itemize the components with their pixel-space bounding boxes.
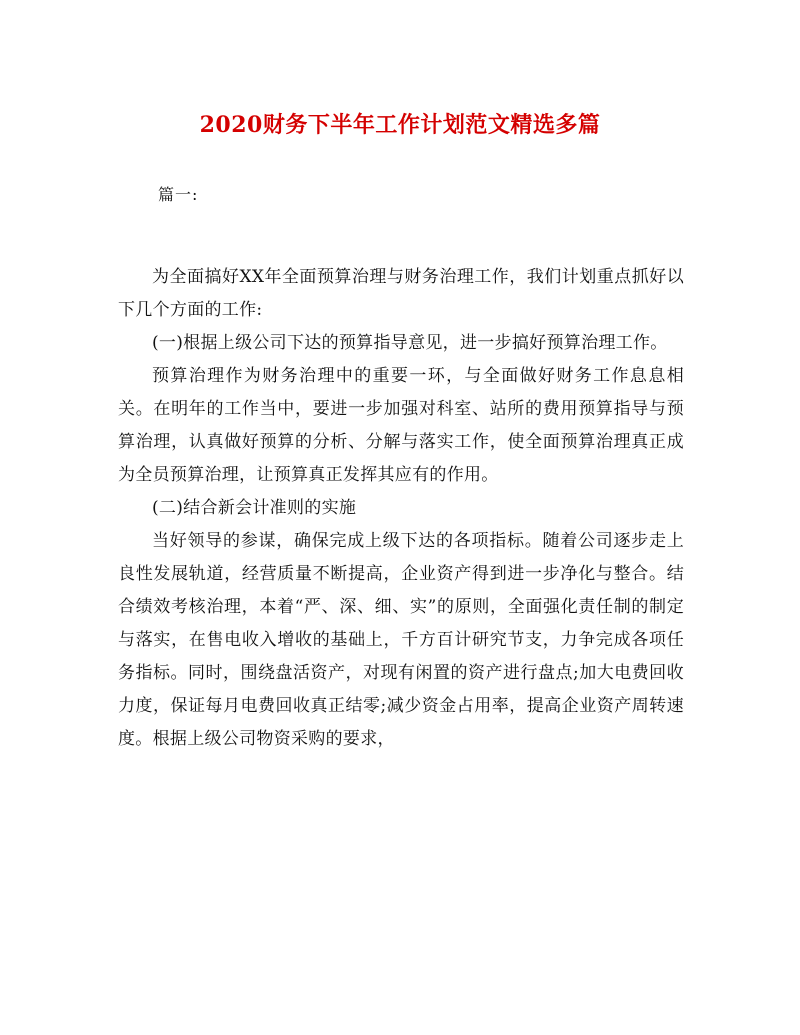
- document-title: 2020财务下半年工作计划范文精选多篇: [199, 112, 601, 138]
- paragraph-accounting: 当好领导的参谋，确保完成上级下达的各项指标。随着公司逐步走上良性发展轨道，经营质量不断提高，企业资产得到进一步净化与整合。结合绩效考核治理，本着“严、深、细、实”的原则，全面强化责任制的制定与落实，在售电收入增收的基础上，千方百计研究节支，力争完成各项任务指标。同时，围绕盘活资产，对现有闲置的资产进行盘点;加大电费回收力度，保证每月电费回收真正结零;减少资金占用率，提高企业资产周转速度。根据上级公司物资采购的要求，: [118, 531, 684, 749]
- paragraph-intro: 为全面搞好XX年全面预算治理与财务治理工作，我们计划重点抓好以下几个方面的工作:: [118, 267, 684, 320]
- paragraph-budget: 预算治理作为财务治理中的重要一环，与全面做好财务工作息息相关。在明年的工作当中，要进一步加强对科室、站所的费用预算指导与预算治理，认真做好预算的分析、分解与落实工作，使全面预算治理真正成为全员预算治理，让预算真正发挥其应有的作用。: [118, 366, 684, 485]
- document-body: [118, 261, 684, 756]
- paragraph-heading-one: (一)根据上级公司下达的预算指导意见，进一步搞好预算治理工作。: [152, 333, 668, 353]
- section-label: 篇一:: [158, 185, 199, 204]
- paragraph-heading-two: (二)结合新会计准则的实施: [152, 498, 357, 518]
